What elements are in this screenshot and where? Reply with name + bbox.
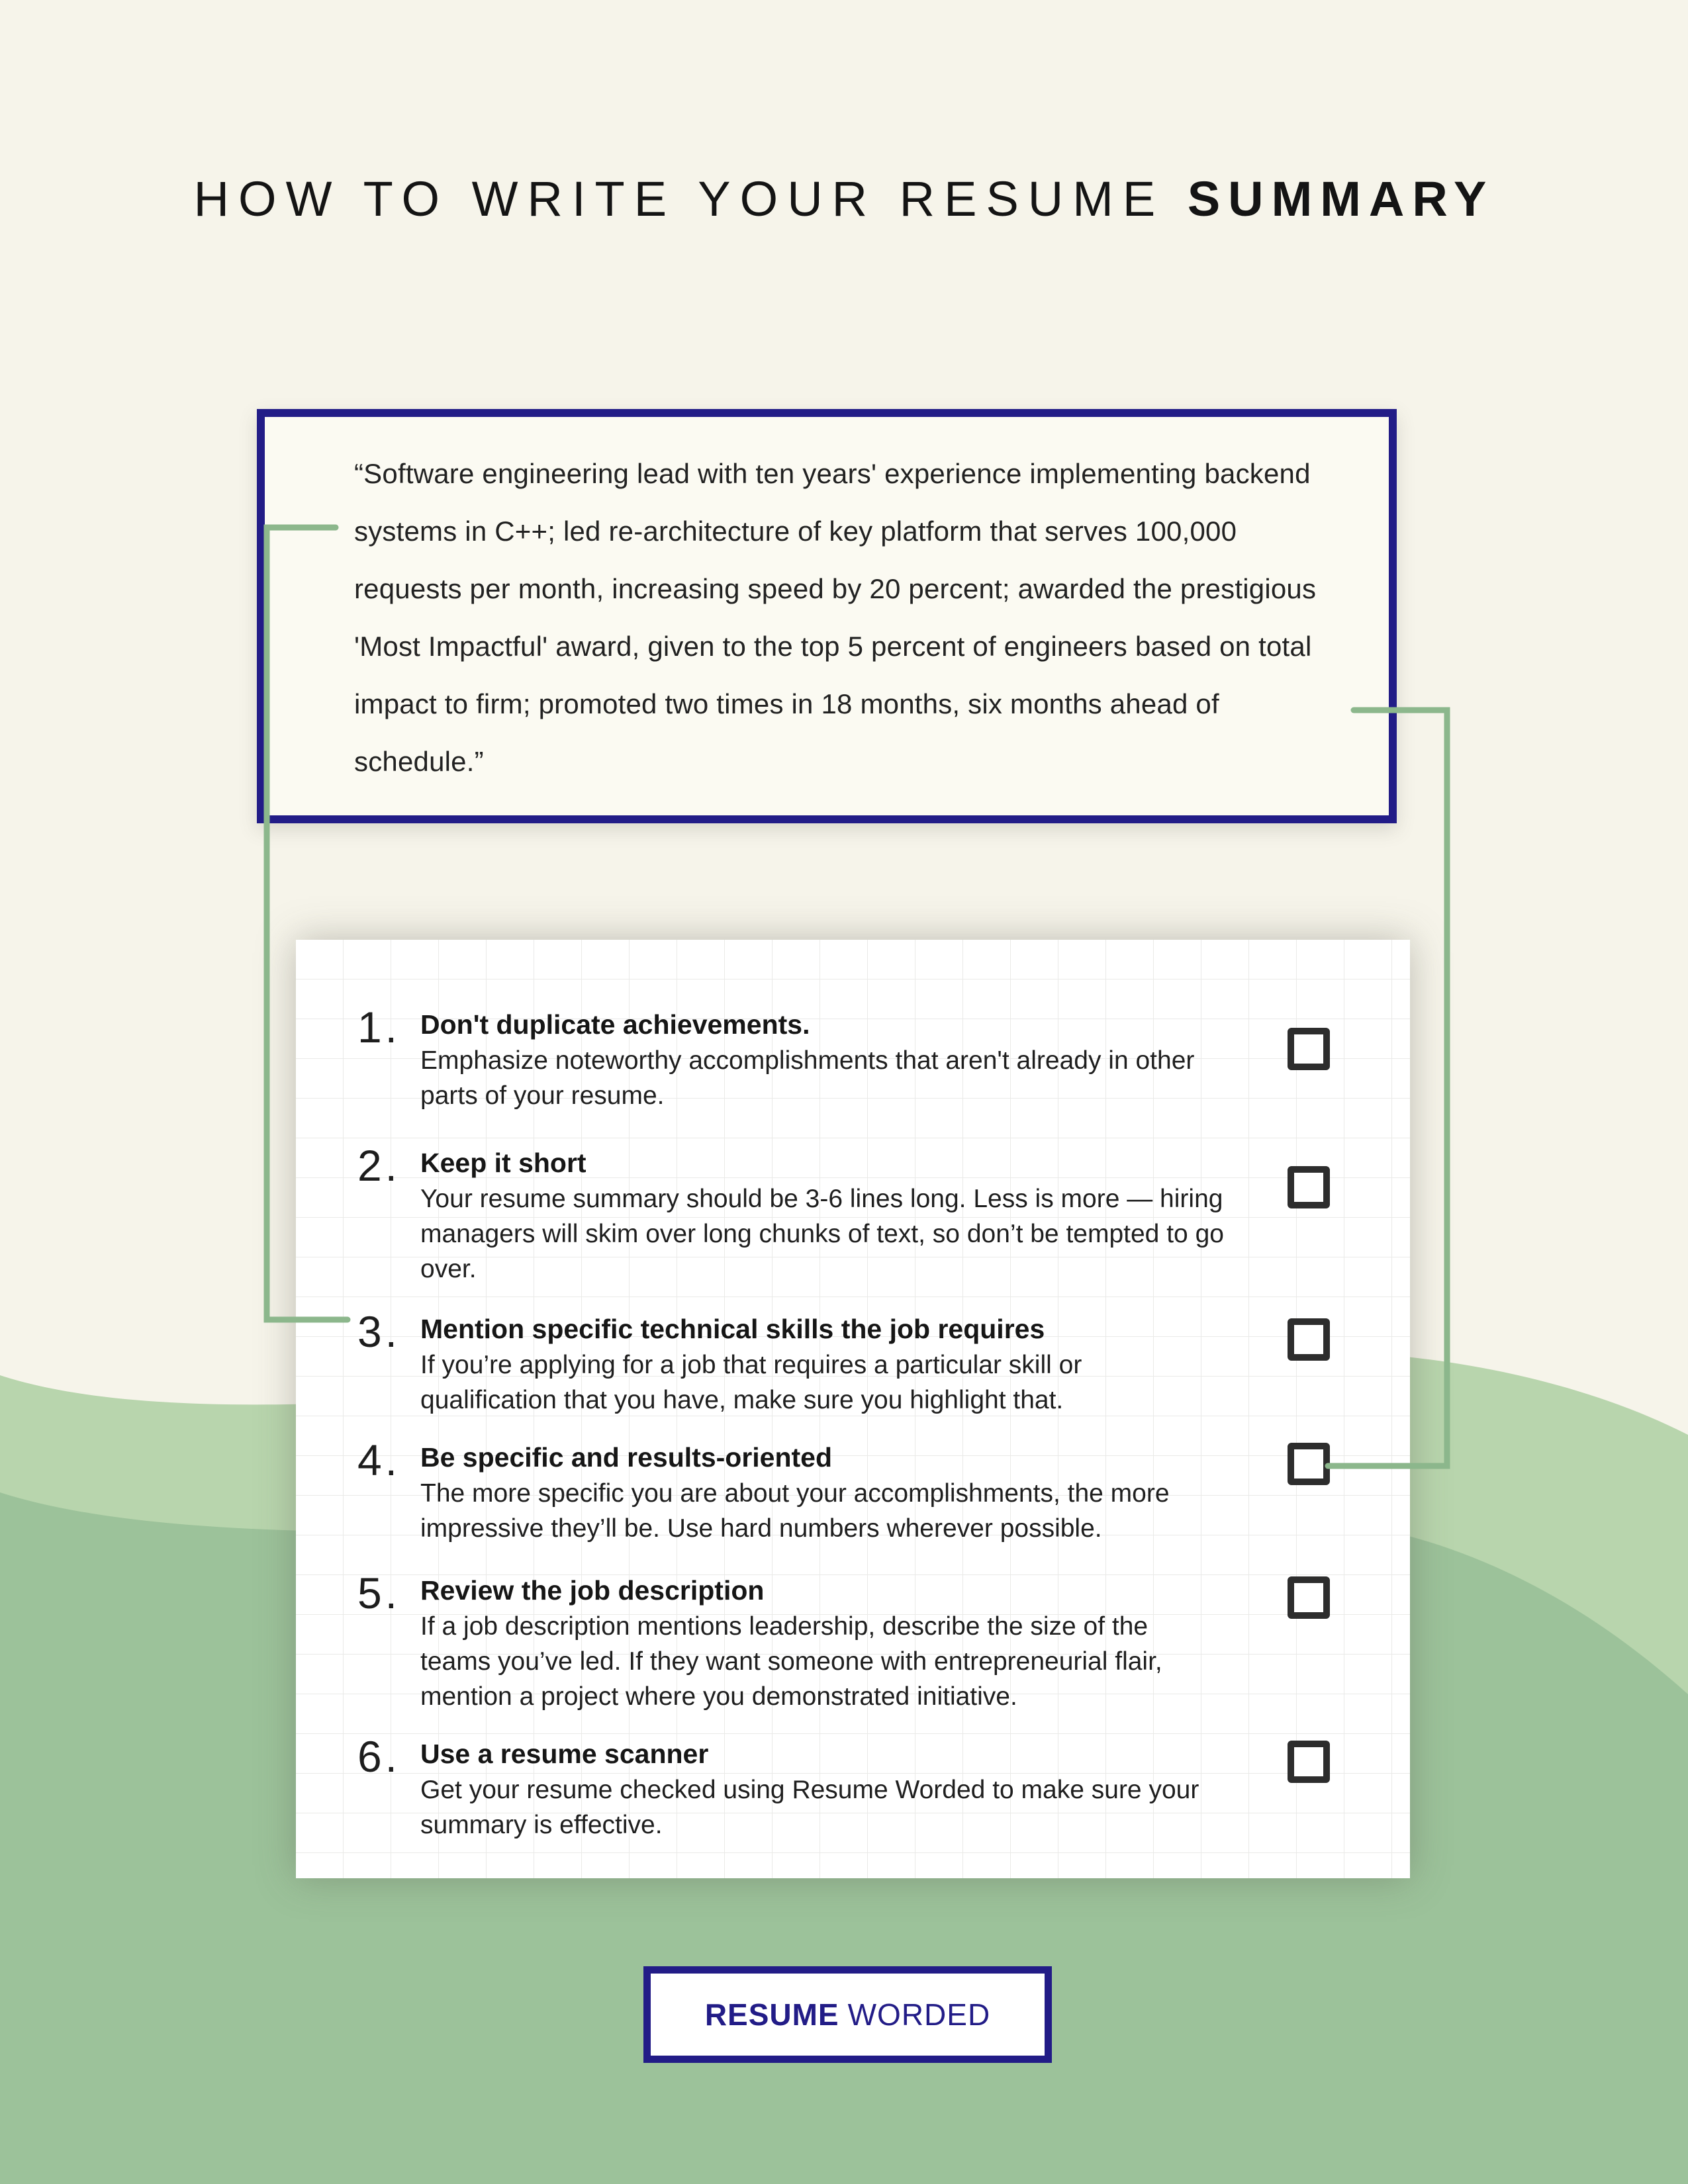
item-body: Get your resume checked using Resume Worded to make sure your summary is effective.	[420, 1776, 1199, 1839]
item-number: 1.	[357, 1003, 400, 1052]
checkbox-icon	[1288, 1741, 1330, 1783]
item-number: 3.	[357, 1307, 400, 1356]
item-body: Emphasize noteworthy accomplishments that aren't already in other parts of your resume.	[420, 1046, 1195, 1110]
resume-summary-example-box	[257, 409, 1397, 823]
page-title-bold: SUMMARY	[1187, 171, 1495, 226]
item-title: Keep it short	[420, 1148, 586, 1178]
item-title: Review the job description	[420, 1575, 765, 1606]
resume-worded-logo	[643, 1966, 1052, 2063]
item-body: The more specific you are about your accomplishments, the more impressive they’ll be. Use hard numbers wherever possible.	[420, 1479, 1170, 1543]
item-body: Your resume summary should be 3-6 lines long. Less is more — hiring managers will skim over long chunks of text, so don’t be tempted to go over.	[420, 1185, 1224, 1283]
checklist-card	[296, 940, 1410, 1878]
item-title: Use a resume scanner	[420, 1739, 709, 1769]
item-title: Mention specific technical skills the job requires	[420, 1314, 1045, 1344]
checkbox-icon	[1288, 1576, 1330, 1619]
page-title-regular: HOW TO WRITE YOUR RESUME	[193, 171, 1165, 226]
checkbox-icon	[1288, 1028, 1330, 1070]
checkbox-icon	[1288, 1318, 1330, 1361]
item-number: 5.	[357, 1569, 400, 1617]
item-body: If you’re applying for a job that requires a particular skill or qualification that you have, make sure you highlight that.	[420, 1351, 1082, 1414]
item-number: 2.	[357, 1141, 400, 1190]
brand-bold: RESUME	[704, 1997, 839, 2032]
brand-regular: WORDED	[847, 1997, 991, 2032]
item-title: Don't duplicate achievements.	[420, 1009, 810, 1040]
checkbox-icon	[1288, 1443, 1330, 1485]
item-number: 4.	[357, 1435, 400, 1484]
page-title	[0, 173, 1688, 225]
item-title: Be specific and results-oriented	[420, 1442, 833, 1473]
resume-summary-example-text: “Software engineering lead with ten years' experience implementing backend systems in C++; led re-architecture of key platform that serves 100,000 requests per month, increasing speed by 20 percent; awarded the prestigious 'Most Impactful' award, given to the top 5 percent of engineers based on total impact to firm; promoted two times in 18 months, six months ahead of schedule.”	[354, 458, 1317, 777]
item-number: 6.	[357, 1732, 400, 1781]
item-body: If a job description mentions leadership, describe the size of the teams you’ve led. If they want someone with entrepreneurial flair, mention a project where you demonstrated initiative.	[420, 1612, 1162, 1711]
checkbox-icon	[1288, 1166, 1330, 1208]
